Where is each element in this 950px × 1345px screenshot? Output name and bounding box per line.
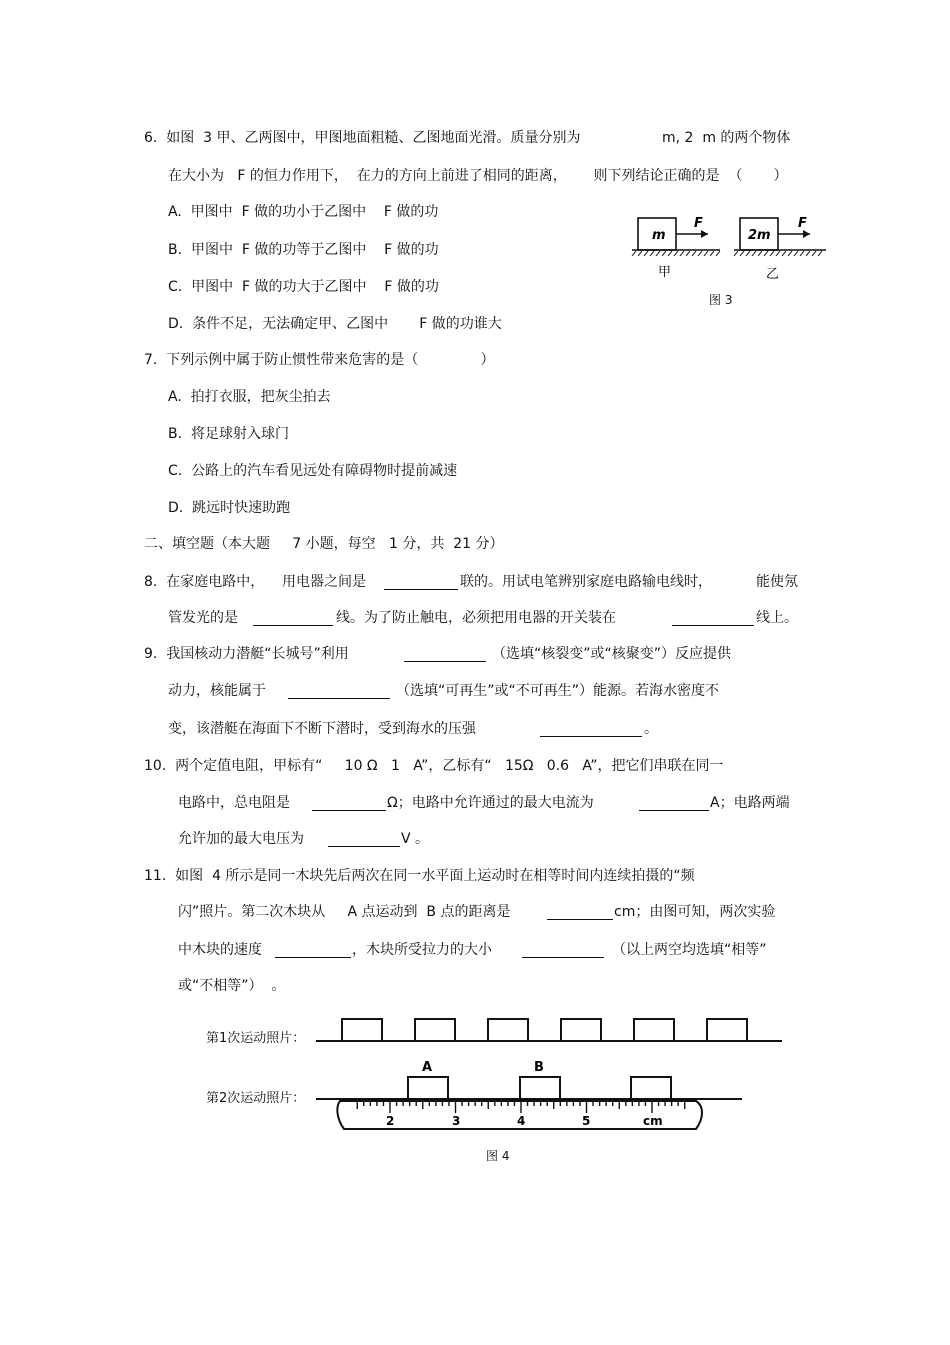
force-label-right: F — [798, 216, 807, 231]
row1-block-3 — [488, 1019, 528, 1041]
row1-block-5 — [634, 1019, 674, 1041]
label-jia: 甲 — [658, 265, 672, 280]
q10-line2a: 电路中，总电阻是 — [178, 795, 290, 811]
q10-line3a: 允许加的最大电压为 — [178, 831, 304, 847]
q10-blank-3[interactable] — [328, 832, 400, 847]
q8-blank-3[interactable] — [672, 611, 754, 626]
q8-line1b: 联的。用试电笔辨别家庭电路输电线时， — [460, 574, 712, 590]
q7-line1: 7. 下列示例中属于防止惯性带来危害的是（ ） — [144, 352, 495, 368]
q7-option-a: A. 拍打衣服，把灰尘拍去 — [168, 389, 331, 405]
tick-label-3: 3 — [452, 1114, 461, 1128]
q10-blank-2[interactable] — [639, 796, 709, 811]
row1-label: 第1次运动照片： — [206, 1031, 306, 1046]
q11-line1: 11. 如图 4 所示是同一木块先后两次在同一水平面上运动时在相等时间内连续拍摄的“频 — [144, 868, 695, 884]
q11-blank-1[interactable] — [547, 905, 613, 920]
q7-option-c: C. 公路上的汽车看见远处有障碍物时提前减速 — [168, 463, 458, 479]
q10-line2c: A；电路两端 — [710, 795, 790, 811]
row1-block-6 — [707, 1019, 747, 1041]
row2-block-b — [520, 1077, 560, 1099]
figure-3 — [628, 205, 838, 285]
point-a-label: A — [422, 1060, 433, 1075]
section-heading-fill-in: 二、填空题（本大题 7 小题，每空 1 分，共 21 分） — [144, 536, 504, 552]
q8-line1c: 能使氖 — [756, 574, 798, 590]
q8-line1a: 8. 在家庭电路中， 用电器之间是 — [144, 574, 367, 590]
q11-line2a: 闪”照片。第二次木块从 A 点运动到 B 点的距离是 — [178, 904, 511, 920]
q10-line2b: Ω；电路中允许通过的最大电流为 — [387, 795, 594, 811]
figure-3-caption: 图 3 — [709, 293, 733, 307]
force-label-left: F — [694, 216, 703, 231]
q9-line2b: （选填“可再生”或“不可再生”）能源。若海水密度不 — [396, 683, 720, 699]
row2-label: 第2次运动照片： — [206, 1091, 306, 1106]
q6-option-d: D. 条件不足，无法确定甲、乙图中 F 做的功谁大 — [168, 316, 502, 332]
tick-label-cm: cm — [643, 1114, 663, 1128]
q9-line3b: 。 — [644, 721, 658, 737]
q11-blank-3[interactable] — [522, 943, 604, 958]
label-yi: 乙 — [766, 267, 780, 282]
q11-blank-2[interactable] — [275, 943, 351, 958]
q6-line2: 在大小为 F 的恒力作用下， 在力的方向上前进了相同的距离， 则下列结论正确的是 （ ） — [168, 168, 788, 184]
tick-label-4: 4 — [517, 1114, 526, 1128]
q11-line2b: cm；由图可知，两次实验 — [614, 904, 776, 920]
q7-option-b: B. 将足球射入球门 — [168, 426, 289, 442]
row1-block-1 — [342, 1019, 382, 1041]
q11-line3a: 中木块的速度 — [178, 942, 262, 958]
q9-line1a: 9. 我国核动力潜艇“长城号”利用 — [144, 646, 349, 662]
label-m: m — [652, 228, 666, 243]
q11-line3b: ，木块所受拉力的大小 — [352, 942, 492, 958]
q9-blank-1[interactable] — [404, 647, 486, 662]
row2-block-3 — [631, 1077, 671, 1099]
q11-line3c: （以上两空均选填“相等” — [612, 942, 767, 958]
q11-line4: 或“不相等”） 。 — [178, 978, 286, 994]
q10-line1: 10. 两个定值电阻，甲标有“ 10 Ω 1 A”，乙标有“ 15Ω 0.6 A”，把它们串联在同一 — [144, 758, 724, 774]
tick-label-2: 2 — [386, 1114, 395, 1128]
q8-blank-1[interactable] — [384, 575, 458, 590]
figure-4-caption: 图 4 — [486, 1149, 510, 1163]
row1-block-4 — [561, 1019, 601, 1041]
q6-option-c: C. 甲图中 F 做的功大于乙图中 F 做的功 — [168, 279, 439, 295]
q9-line1b: （选填“核裂变”或“核聚变”）反应提供 — [492, 646, 732, 662]
q8-blank-2[interactable] — [253, 611, 333, 626]
q6-option-b: B. 甲图中 F 做的功等于乙图中 F 做的功 — [168, 242, 439, 258]
q7-option-d: D. 跳远时快速助跑 — [168, 500, 291, 516]
q6-line1: 6. 如图 3 甲、乙两图中，甲图地面粗糙、乙图地面光滑。质量分别为 — [144, 130, 581, 146]
row2-block-a — [408, 1077, 448, 1099]
tick-label-5: 5 — [582, 1114, 591, 1128]
q9-blank-3[interactable] — [540, 722, 642, 737]
q9-line3a: 变，该潜艇在海面下不断下潜时，受到海水的压强 — [168, 721, 476, 737]
q10-blank-1[interactable] — [312, 796, 386, 811]
q8-line2c: 线上。 — [756, 610, 798, 626]
q9-blank-2[interactable] — [288, 684, 390, 699]
q6-option-a: A. 甲图中 F 做的功小于乙图中 F 做的功 — [168, 204, 439, 220]
figure-4 — [310, 1010, 790, 1140]
q9-line2a: 动力，核能属于 — [168, 683, 266, 699]
q6-line1-masses: m, 2 m 的两个物体 — [662, 130, 791, 146]
q8-line2b: 线。为了防止触电，必须把用电器的开关装在 — [336, 610, 616, 626]
point-b-label: B — [534, 1060, 544, 1075]
q8-line2a: 管发光的是 — [168, 610, 238, 626]
row1-block-2 — [415, 1019, 455, 1041]
q10-line3b: V 。 — [401, 831, 430, 847]
label-2m: 2m — [748, 228, 771, 243]
